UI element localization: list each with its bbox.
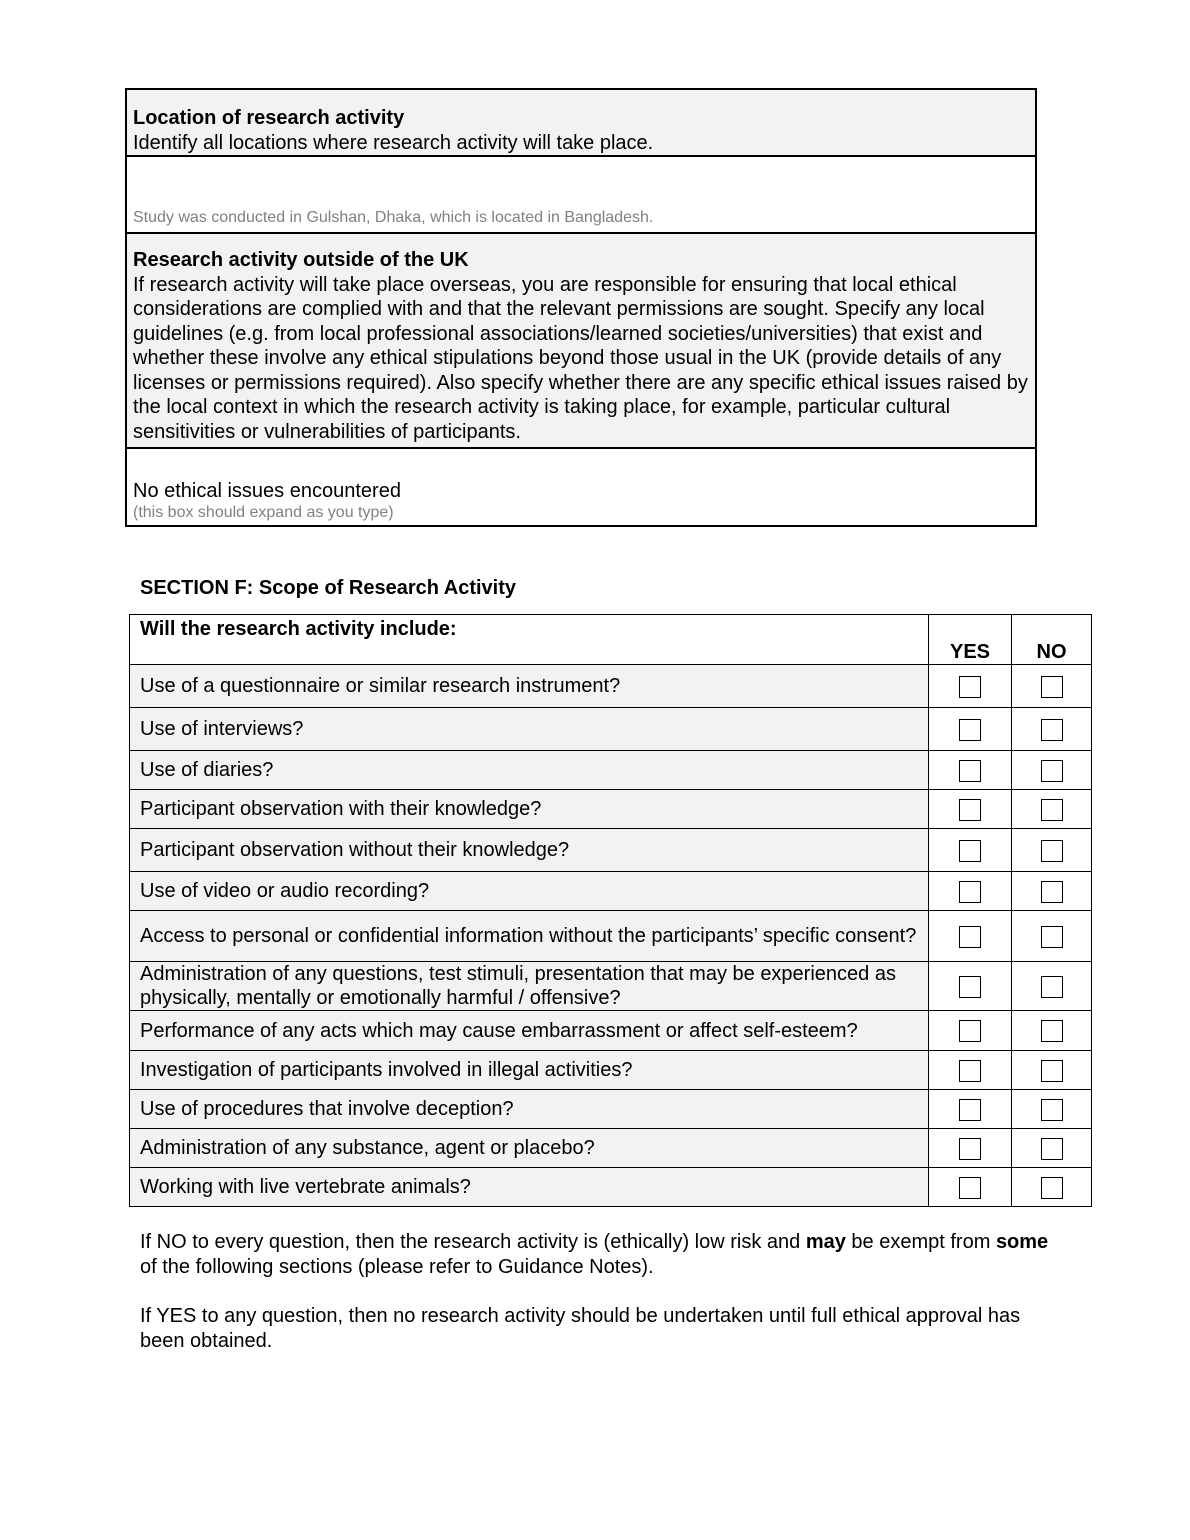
question-label: Administration of any questions, test stimuli, presentation that may be experienced as physically, mentally or emotionally harmful / offensive? [130, 962, 929, 1011]
question-label: Access to personal or confidential information without the participants’ specific consent? [130, 911, 929, 962]
note-emphasis: may [805, 1231, 846, 1253]
question-label: Use of interviews? [130, 708, 929, 751]
yes-guidance-note: If YES to any question, then no research activity should be undertaken until full ethical approval has been obtained. [140, 1305, 1021, 1352]
no-checkbox[interactable] [1041, 1099, 1063, 1121]
table-row [130, 708, 1092, 751]
question-label: Use of video or audio recording? [130, 872, 929, 911]
yes-column-header: YES [929, 615, 1012, 665]
yes-checkbox[interactable] [959, 1138, 981, 1160]
overseas-answer-cell[interactable] [126, 448, 1036, 526]
table-row [130, 751, 1092, 790]
no-checkbox[interactable] [1041, 1177, 1063, 1199]
table-row [130, 790, 1092, 829]
no-checkbox[interactable] [1041, 926, 1063, 948]
table-header-question: Will the research activity include: [130, 615, 929, 665]
table-row [130, 872, 1092, 911]
no-checkbox[interactable] [1041, 881, 1063, 903]
question-label: Use of procedures that involve deception? [130, 1090, 929, 1129]
question-label: Use of diaries? [130, 751, 929, 790]
table-row [130, 665, 1092, 708]
yes-checkbox[interactable] [959, 1060, 981, 1082]
location-answer-cell[interactable] [126, 156, 1036, 233]
yes-checkbox[interactable] [959, 760, 981, 782]
yes-checkbox[interactable] [959, 676, 981, 698]
yes-checkbox[interactable] [959, 840, 981, 862]
overseas-instruction: If research activity will take place overseas, you are responsible for ensuring that local ethical considerations are complied with and that the relevant permissions are sought. Specify any local guidelines (e.g. from local professional associations/learned societies/universities) that exist and whether these involve any ethical stipulations beyond those usual in the UK (provide details of any licenses or permissions required). Also specify whether there are any specific ethical issues raised by the local context in which the research activity is taking place, for example, particular cultural sensitivities or vulnerabilities of participants. [133, 273, 1028, 443]
question-label: Participant observation with their knowledge? [130, 790, 929, 829]
no-checkbox[interactable] [1041, 840, 1063, 862]
overseas-question-cell [126, 233, 1036, 448]
table-row [130, 1129, 1092, 1168]
overseas-heading: Research activity outside of the UK [133, 249, 469, 271]
no-checkbox[interactable] [1041, 1138, 1063, 1160]
yes-checkbox[interactable] [959, 1020, 981, 1042]
question-label: Investigation of participants involved in illegal activities? [130, 1051, 929, 1090]
expand-hint: (this box should expand as you type) [133, 504, 394, 521]
question-label: Use of a questionnaire or similar research instrument? [130, 665, 929, 708]
table-header-row [130, 615, 1092, 665]
note-text: be exempt from [845, 1231, 996, 1253]
location-heading: Location of research activity [133, 107, 405, 129]
yes-checkbox[interactable] [959, 976, 981, 998]
location-instruction: Identify all locations where research activity will take place. [133, 131, 654, 154]
table-row [130, 1168, 1092, 1207]
yes-checkbox[interactable] [959, 1099, 981, 1121]
yes-checkbox[interactable] [959, 799, 981, 821]
note-text: If NO to every question, then the research activity is (ethically) low risk and [140, 1231, 806, 1253]
no-checkbox[interactable] [1041, 976, 1063, 998]
no-checkbox[interactable] [1041, 719, 1063, 741]
no-checkbox[interactable] [1041, 676, 1063, 698]
question-label: Participant observation without their knowledge? [130, 829, 929, 872]
location-answer[interactable]: Study was conducted in Gulshan, Dhaka, which is located in Bangladesh. [133, 209, 654, 226]
location-question-cell [126, 89, 1036, 156]
note-text: of the following sections (please refer to Guidance Notes). [140, 1255, 654, 1278]
scope-table [129, 614, 1092, 1207]
table-row [130, 911, 1092, 962]
location-overseas-form [125, 88, 1037, 527]
table-row [130, 1090, 1092, 1129]
table-row [130, 962, 1092, 1011]
table-row [130, 1051, 1092, 1090]
table-row [130, 1011, 1092, 1051]
overseas-answer[interactable]: No ethical issues encountered [133, 479, 401, 502]
table-row [130, 829, 1092, 872]
note-emphasis: some [995, 1231, 1049, 1253]
question-label: Administration of any substance, agent or placebo? [130, 1129, 929, 1168]
no-checkbox[interactable] [1041, 760, 1063, 782]
no-checkbox[interactable] [1041, 799, 1063, 821]
yes-checkbox[interactable] [959, 1177, 981, 1199]
no-guidance-note [140, 1230, 1070, 1279]
question-label: Performance of any acts which may cause embarrassment or affect self-esteem? [130, 1011, 929, 1051]
yes-checkbox[interactable] [959, 719, 981, 741]
yes-checkbox[interactable] [959, 881, 981, 903]
yes-checkbox[interactable] [959, 926, 981, 948]
no-column-header: NO [1012, 615, 1092, 665]
question-label: Working with live vertebrate animals? [130, 1168, 929, 1207]
no-checkbox[interactable] [1041, 1020, 1063, 1042]
no-checkbox[interactable] [1041, 1060, 1063, 1082]
section-f-title: SECTION F: Scope of Research Activity [140, 577, 517, 599]
